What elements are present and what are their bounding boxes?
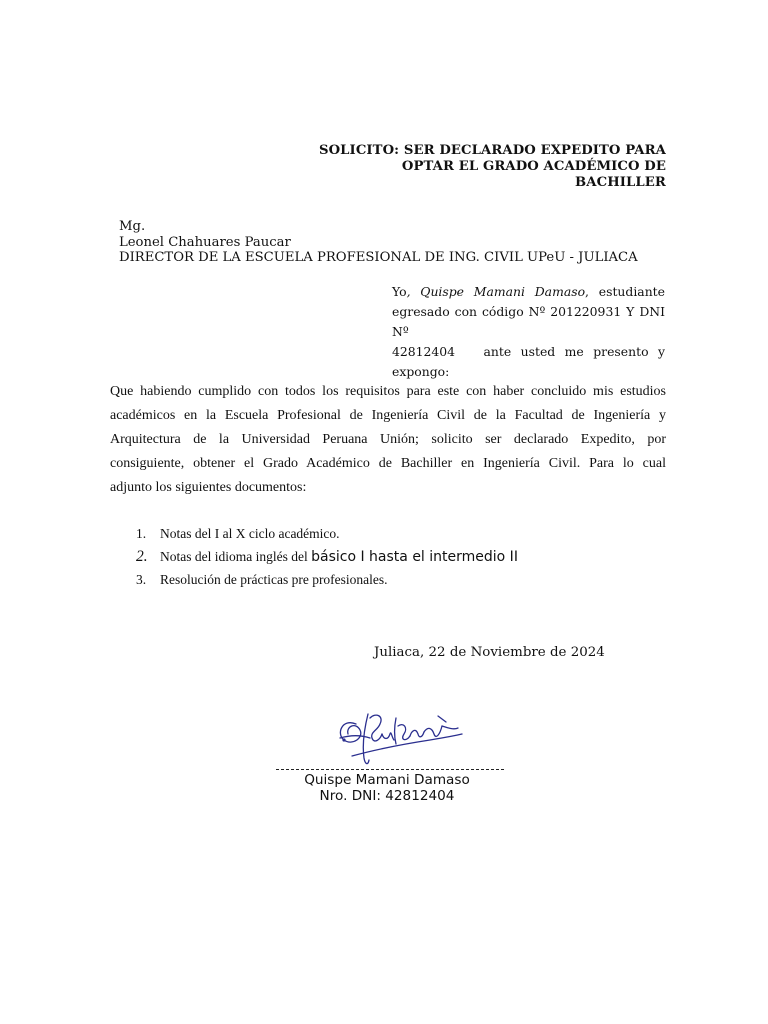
list-number: 1. — [136, 526, 147, 541]
list-item — [136, 568, 518, 591]
intro-line-2: egresado con código Nº 201220931 Y DNI Nº — [392, 304, 665, 339]
signer-id: Nro. DNI: 42812404 — [319, 788, 455, 804]
list-item-text: Notas del I al X ciclo académico. — [160, 526, 340, 541]
handwritten-signature — [334, 704, 466, 774]
body-paragraph — [110, 380, 666, 500]
body-line-1: Que habiendo cumplido con todos los requisitos para este con haber concluido mis estudios — [110, 384, 666, 399]
subject-line-3: BACHILLER — [575, 175, 666, 190]
intro-line-3: 42812404 ante usted me presento y — [392, 344, 665, 359]
list-item-text-alt: básico I hasta el intermedio II — [311, 549, 518, 565]
list-item-text: Notas del idioma inglés del — [160, 549, 312, 564]
applicant-name-inline: , Quispe Mamani Damaso — [406, 284, 586, 299]
request-subject — [260, 143, 666, 191]
intro-yo: Yo — [392, 284, 407, 299]
intro-line-1 — [392, 282, 665, 302]
documents-list — [136, 522, 518, 591]
place-and-date: Juliaca, 22 de Noviembre de 2024 — [374, 645, 605, 660]
body-line-5: adjunto los siguientes documentos: — [110, 480, 307, 495]
list-item — [136, 545, 518, 568]
intro-l1-suffix: , estudiante — [585, 284, 665, 299]
addressee-title: Mg. — [119, 219, 146, 234]
intro-line-4: expongo: — [392, 364, 450, 379]
list-number: 2. — [136, 548, 148, 565]
body-line-3: Arquitectura de la Universidad Peruana Unión; solicito ser declarado Expedito, por — [110, 432, 666, 447]
intro-paragraph — [392, 282, 665, 382]
list-item — [136, 522, 518, 545]
addressee-block — [119, 219, 638, 266]
subject-line-1: SOLICITO: SER DECLARADO EXPEDITO PARA — [318, 143, 666, 158]
body-line-2: académicos en la Escuela Profesional de Ingeniería Civil de la Facultad de Ingeniería y — [110, 408, 666, 423]
signer-block — [282, 772, 492, 804]
list-number: 3. — [136, 572, 147, 587]
body-line-4: consiguiente, obtener el Grado Académico de Bachiller en Ingeniería Civil. Para lo cual — [110, 456, 666, 471]
addressee-name: Leonel Chahuares Paucar — [119, 234, 291, 250]
addressee-position: DIRECTOR DE LA ESCUELA PROFESIONAL DE ING. CIVIL UPeU - JULIACA — [119, 250, 638, 265]
list-item-text: Resolución de prácticas pre profesionales. — [160, 572, 388, 587]
signature-line — [276, 769, 504, 770]
signer-name: Quispe Mamani Damaso — [304, 772, 470, 788]
subject-line-2: OPTAR EL GRADO ACADÉMICO DE — [401, 159, 666, 174]
